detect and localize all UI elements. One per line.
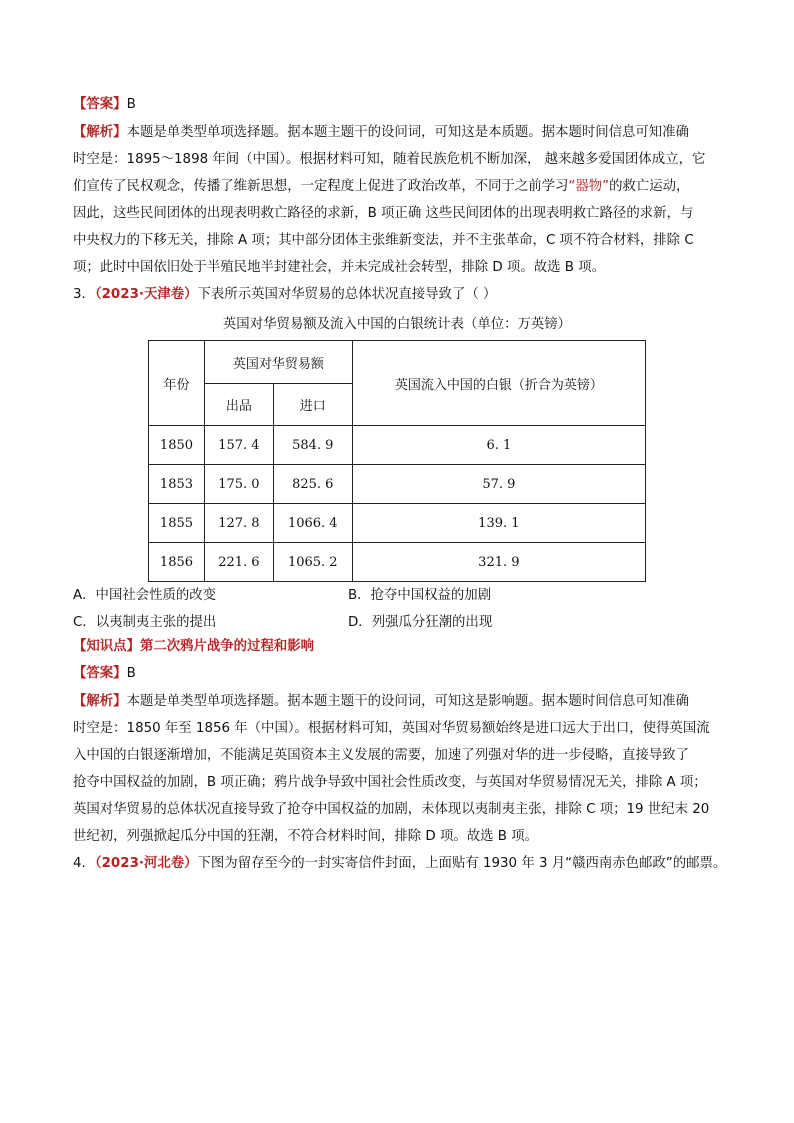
q2-answer [73,96,136,114]
q3-analysis-tag: 【解析】 [73,694,127,709]
q2-analysis-line-5: 中央权力的下移无关，排除 A 项；其中部分团体主张维新变法，并不主张革命，C 项不符合材料，排除 C [73,233,694,248]
header-import: 进口 [273,384,352,426]
table-row: 1853 175. 0 825. 6 57. 9 [149,465,646,504]
q2-answer-value: B [126,97,136,112]
option-b: B．抢夺中国权益的加剧 [348,588,492,603]
table-row: 1856 221. 6 1065. 2 321. 9 [149,543,646,582]
q2-answer-tag: 【答案】 [73,97,127,112]
q3-table-caption: 英国对华贸易额及流入中国的白银统计表（单位：万英镑） [222,317,572,332]
q3-analysis-line-5: 英国对华贸易的总体状况直接导致了抢夺中国权益的加剧，未体现以夷制夷主张，排除 C 项；19 世纪末 20 [73,802,710,817]
q3-data-table [148,340,646,582]
option-c: C．以夷制夷主张的提出 [73,615,217,630]
table-row: 1855 127. 8 1066. 4 139. 1 [149,504,646,543]
option-a: A．中国社会性质的改变 [73,588,217,603]
header-export: 出品 [204,384,273,426]
q2-analysis-line-2: 时空是：1895～1898 年间（中国）。根据材料可知，随着民族危机不断加深， 越来越多爱国团体成立，它 [73,152,706,167]
table-row: 1850 157. 4 584. 9 6. 1 [149,426,646,465]
q3-knowledge-tag: 【知识点】 [73,639,140,654]
q3-analysis-line-2: 时空是：1850 年至 1856 年（中国）。根据材料可知，英国对华贸易额始终是进口远大于出口，使得英国流 [73,721,710,736]
q3-answer-tag: 【答案】 [73,666,127,681]
option-d: D．列强瓜分狂潮的出现 [348,615,493,630]
q2-analysis-line-6: 项；此时中国依旧处于半殖民地半封建社会，并未完成社会转型，排除 D 项。故选 B 项。 [73,260,605,275]
q2-analysis-line-3: 们宣传了民权观念，传播了维新思想，一定程度上促进了政治改革，不同于之前学习“器物”的救亡运动， [73,179,690,194]
q3-knowledge-value: 第二次鸦片战争的过程和影响 [139,639,315,654]
q3-analysis-line-6: 世纪初，列强掀起瓜分中国的狂潮，不符合材料时间，排除 D 项。故选 B 项。 [73,829,539,844]
q3-number: 3． [73,287,95,302]
q3-source: （2023·天津卷） [94,287,198,302]
q4-source: （2023·河北卷） [94,856,198,871]
header-trade: 英国对华贸易额 [204,341,352,384]
q2-analysis-line-4: 因此，这些民间团体的出现表明救亡路径的求新，B 项正确 这些民间团体的出现表明救亡路径的求新，与 [73,206,694,221]
header-year: 年份 [149,341,205,426]
table-header-row [149,341,646,384]
q3-analysis-line-3: 入中国的白银逐渐增加，不能满足英国资本主义发展的需要，加速了列强对华的进一步侵略，直接导致了 [73,748,689,763]
q3-answer [73,665,136,683]
q3-answer-value: B [126,666,136,681]
q2-analysis-line-1: 【解析】本题是单类型单项选择题。据本题主题干的设问词，可知这是本质题。据本题时间信息可知准确 [73,125,689,140]
q3-analysis-line-4: 抢夺中国权益的加剧，B 项正确；鸦片战争导致中国社会性质改变，与英国对华贸易情况无关，排除 A 项； [73,775,707,790]
header-silver: 英国流入中国的白银（折合为英镑） [352,341,645,426]
q2-analysis-tag: 【解析】 [73,125,127,140]
q3-stem: 3．（2023·天津卷）下表所示英国对华贸易的总体状况直接导致了（ ） [73,287,497,302]
q4-number: 4． [73,856,95,871]
q3-knowledge [73,638,314,656]
q3-analysis-line-1: 【解析】本题是单类型单项选择题。据本题主题干的设问词，可知这是影响题。据本题时间信息可知准确 [73,694,689,709]
q4-stem: 4．（2023·河北卷）下图为留存至今的一封实寄信件封面，上面贴有 1930 年 3 月“赣西南赤色邮政”的邮票。 [73,856,727,871]
q2-quoted-term: “器物” [568,179,610,194]
